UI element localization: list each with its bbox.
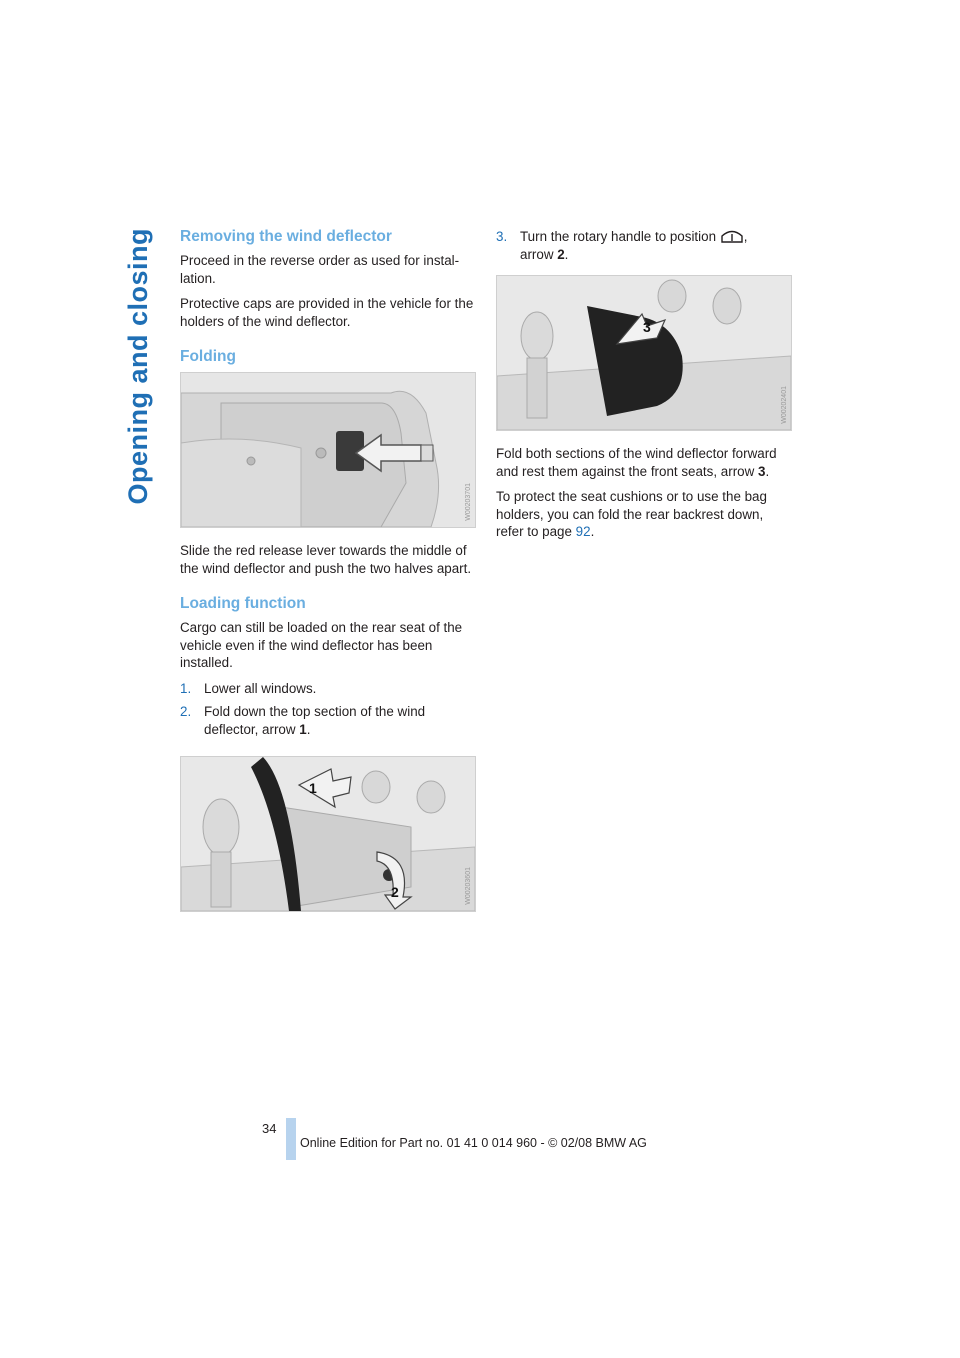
step-text: Fold down the top section of the wind deflector, arrow 1. [204,704,426,737]
arrow-label-3: 3 [643,319,651,335]
figure-folded-forward [496,275,792,431]
loading-illustration [181,757,475,911]
arrow-label-2: 2 [391,884,399,900]
left-column [180,228,476,926]
paragraph-loading: Cargo can still be loaded on the rear seat of the vehicle even if the wind deflector has been installed. [180,620,463,670]
paragraph-removing-2: Protective caps are provided in the vehicle for the holders of the wind deflector. [180,296,474,329]
figure-loading [180,756,476,912]
side-tab-label: Opening and closing [122,228,153,505]
right-column [496,228,792,549]
heading-removing: Removing the wind deflector [180,228,392,245]
heading-folding: Folding [180,348,236,365]
page-reference-link[interactable]: 92 [575,524,591,539]
figure-code: W00202401 [781,386,788,424]
folded-forward-illustration [497,276,791,430]
list-item-step-2 [180,703,476,738]
list-item-step-3 [496,228,792,263]
heading-loading: Loading function [180,595,306,612]
footer [0,1118,960,1162]
side-tab [118,228,158,808]
step-text: Turn the rotary handle to position , arrow 2. [520,229,748,262]
list-item-step-1 [180,680,476,698]
paragraph-fold-forward: Fold both sections of the wind deflector forward and rest them against the front seats, arrow 3. [496,446,777,479]
page-number: 34 [262,1121,277,1136]
paragraph-folding: Slide the red release lever towards the middle of the wind deflector and push the two halves apart. [180,543,472,576]
folding-illustration [181,373,475,527]
step-number: 3. [496,229,508,244]
paragraph-removing-1: Proceed in the reverse order as used for instal-lation. [180,253,460,286]
figure-code: W00203701 [465,483,472,521]
paragraph-protect-seats: To protect the seat cushions or to use the bag holders, you can fold the rear backrest down, refer to page 92. [496,489,767,539]
step-text: Lower all windows. [204,680,317,696]
step-number: 1. [180,680,192,696]
figure-code: W00203601 [465,867,472,905]
edition-text: Online Edition for Part no. 01 41 0 014 960 - © 02/08 BMW AG [300,1136,647,1150]
step-number: 2. [180,704,192,719]
arrow-label-1: 1 [309,780,317,796]
rotary-handle-position-icon [720,229,744,243]
figure-folding [180,372,476,528]
footer-bar [286,1118,296,1160]
